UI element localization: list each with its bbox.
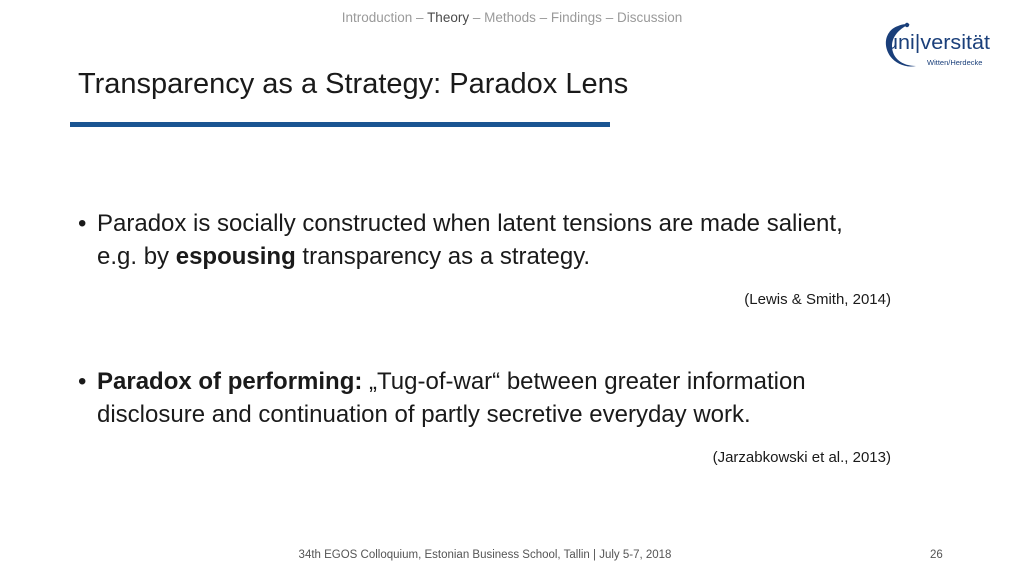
logo-dot [905,23,909,27]
section-navigation [0,10,1024,25]
nav-separator: – [412,10,428,25]
logo-subtext: Witten/Herdecke [927,58,983,67]
bullet-emphasis: Paradox of performing: [97,368,363,395]
slide-title: Transparency as a Strategy: Paradox Lens [78,68,629,100]
nav-item-introduction[interactable]: Introduction [341,10,413,25]
bullet-emphasis: espousing [175,243,296,270]
nav-item-methods[interactable]: Methods [484,10,536,25]
footer-conference-info: 34th EGOS Colloquium, Estonian Business School, Tallin | July 5-7, 2018 [298,549,672,561]
page-number: 26 [930,549,943,561]
bullet-text-lead: Paradox is socially constructed when latent tensions are made salient, e.g. by [97,210,843,270]
title-underline [70,122,610,127]
citation-lewis-smith: (Lewis & Smith, 2014) [744,291,891,308]
bullet-text-tail: „Tug-of-war“ between greater information disclosure and continuation of partly secretive everyday work. [97,368,806,428]
nav-separator: – [601,10,617,25]
logo-wordmark: uni|versität [886,32,991,54]
nav-item-findings[interactable]: Findings [550,10,602,25]
bullet-text [97,207,878,273]
bullet-text [97,365,878,431]
nav-item-theory[interactable]: Theory [427,10,470,25]
bullet-text-tail: transparency as a strategy. [295,243,591,270]
nav-separator: – [535,10,551,25]
bullet-marker: • [78,210,87,237]
bullet-marker: • [78,368,87,395]
university-logo [880,18,992,70]
nav-separator: – [469,10,485,25]
bullet-paradox-performing [78,365,878,431]
citation-jarzabkowski: (Jarzabkowski et al., 2013) [712,449,891,466]
bullet-paradox-constructed [78,207,878,273]
nav-item-discussion[interactable]: Discussion [616,10,683,25]
